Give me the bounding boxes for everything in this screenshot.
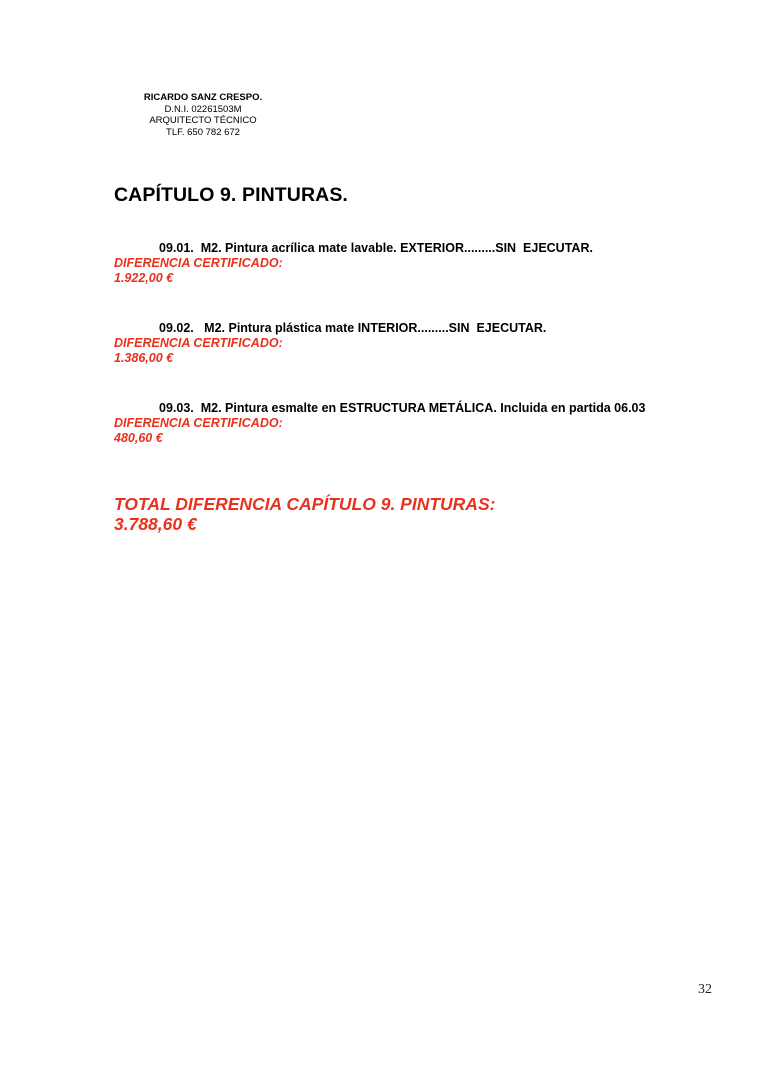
item-difference-label: DIFERENCIA CERTIFICADO:: [114, 416, 283, 430]
item-description: 09.02. M2. Pintura plástica mate INTERIOR.........SIN EJECUTAR.: [159, 321, 547, 335]
author-profession: ARQUITECTO TÉCNICO: [149, 115, 257, 126]
budget-item: [114, 321, 734, 366]
item-difference-label: DIFERENCIA CERTIFICADO:: [114, 256, 283, 270]
chapter-title: CAPÍTULO 9. PINTURAS.: [114, 184, 348, 206]
author-phone: TLF. 650 782 672: [166, 126, 240, 138]
item-difference-amount: 480,60 €: [114, 431, 163, 445]
total-amount: 3.788,60 €: [114, 514, 197, 534]
total-label: TOTAL DIFERENCIA CAPÍTULO 9. PINTURAS:: [114, 494, 496, 514]
budget-item: [114, 241, 734, 286]
budget-item: [114, 401, 734, 446]
item-description: 09.03. M2. Pintura esmalte en ESTRUCTURA METÁLICA. Incluida en partida 06.03: [159, 401, 646, 415]
item-difference-amount: 1.386,00 €: [114, 351, 174, 365]
author-name: RICARDO SANZ CRESPO.: [143, 92, 263, 103]
item-difference-amount: 1.922,00 €: [114, 271, 174, 285]
author-dni: D.N.I. 02261503M: [164, 103, 242, 115]
page-number: 32: [698, 982, 712, 997]
chapter-total: [114, 494, 495, 534]
item-difference-label: DIFERENCIA CERTIFICADO:: [114, 336, 283, 350]
item-description: 09.01. M2. Pintura acrílica mate lavable. EXTERIOR.........SIN EJECUTAR.: [159, 241, 593, 255]
letterhead: [118, 92, 288, 138]
